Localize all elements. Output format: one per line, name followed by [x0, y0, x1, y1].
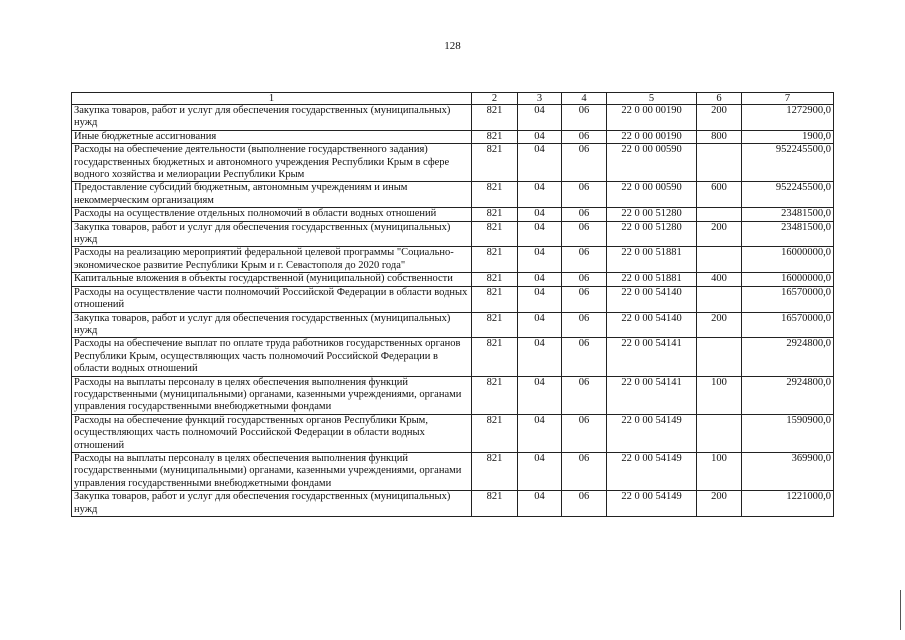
table-row [72, 414, 834, 452]
table-row [72, 221, 834, 247]
description-cell: Иные бюджетные ассигнования [72, 130, 472, 143]
description-cell: Расходы на осуществление части полномочий Российской Федерации в области водных отношений [72, 286, 472, 312]
expense-type-cell: 100 [697, 376, 742, 414]
section-code-cell: 04 [518, 247, 562, 273]
expense-type-cell [697, 414, 742, 452]
section-code-cell: 04 [518, 286, 562, 312]
ministry-code-cell: 821 [472, 414, 518, 452]
section-code-cell: 04 [518, 221, 562, 247]
subsection-code-cell: 06 [562, 491, 607, 517]
table-row [72, 452, 834, 490]
amount-cell: 952245500,0 [742, 182, 834, 208]
column-header: 2 [472, 93, 518, 105]
section-code-cell: 04 [518, 273, 562, 286]
section-code-cell: 04 [518, 312, 562, 338]
page-edge-mark [900, 590, 901, 630]
column-header: 3 [518, 93, 562, 105]
target-article-cell: 22 0 00 00190 [607, 130, 697, 143]
table-header-row [72, 93, 834, 105]
amount-cell: 23481500,0 [742, 221, 834, 247]
target-article-cell: 22 0 00 54141 [607, 338, 697, 376]
expense-type-cell [697, 338, 742, 376]
description-cell: Расходы на выплаты персоналу в целях обеспечения выполнения функций государственными (муниципальными) органами, казенными учреждениями, органами управления государственными внебюджетными фондами [72, 452, 472, 490]
ministry-code-cell: 821 [472, 105, 518, 131]
expense-type-cell: 200 [697, 312, 742, 338]
ministry-code-cell: 821 [472, 286, 518, 312]
target-article-cell: 22 0 00 54141 [607, 376, 697, 414]
amount-cell: 1590900,0 [742, 414, 834, 452]
description-cell: Закупка товаров, работ и услуг для обеспечения государственных (муниципальных) нужд [72, 105, 472, 131]
ministry-code-cell: 821 [472, 338, 518, 376]
target-article-cell: 22 0 00 51881 [607, 273, 697, 286]
subsection-code-cell: 06 [562, 130, 607, 143]
description-cell: Расходы на осуществление отдельных полномочий в области водных отношений [72, 208, 472, 221]
description-cell: Закупка товаров, работ и услуг для обеспечения государственных (муниципальных) нужд [72, 221, 472, 247]
expense-type-cell [697, 286, 742, 312]
expense-type-cell: 200 [697, 221, 742, 247]
ministry-code-cell: 821 [472, 312, 518, 338]
section-code-cell: 04 [518, 182, 562, 208]
subsection-code-cell: 06 [562, 414, 607, 452]
table-row [72, 208, 834, 221]
expense-type-cell: 400 [697, 273, 742, 286]
amount-cell: 369900,0 [742, 452, 834, 490]
column-header: 5 [607, 93, 697, 105]
description-cell: Закупка товаров, работ и услуг для обеспечения государственных (муниципальных) нужд [72, 491, 472, 517]
table-row [72, 312, 834, 338]
target-article-cell: 22 0 00 00590 [607, 182, 697, 208]
amount-cell: 16570000,0 [742, 286, 834, 312]
table-row [72, 144, 834, 182]
description-cell: Расходы на обеспечение функций государственных органов Республики Крым, осуществляющих часть полномочий Российской Федерации в области водных отношений [72, 414, 472, 452]
column-header: 6 [697, 93, 742, 105]
table-row [72, 247, 834, 273]
target-article-cell: 22 0 00 54140 [607, 286, 697, 312]
section-code-cell: 04 [518, 338, 562, 376]
ministry-code-cell: 821 [472, 208, 518, 221]
ministry-code-cell: 821 [472, 182, 518, 208]
table-row [72, 130, 834, 143]
amount-cell: 2924800,0 [742, 338, 834, 376]
table-row [72, 273, 834, 286]
target-article-cell: 22 0 00 54149 [607, 491, 697, 517]
amount-cell: 1221000,0 [742, 491, 834, 517]
subsection-code-cell: 06 [562, 144, 607, 182]
expense-type-cell: 800 [697, 130, 742, 143]
ministry-code-cell: 821 [472, 376, 518, 414]
table-row [72, 491, 834, 517]
subsection-code-cell: 06 [562, 247, 607, 273]
expense-type-cell [697, 208, 742, 221]
subsection-code-cell: 06 [562, 312, 607, 338]
column-header: 7 [742, 93, 834, 105]
amount-cell: 1272900,0 [742, 105, 834, 131]
table-row [72, 286, 834, 312]
description-cell: Капитальные вложения в объекты государственной (муниципальной) собственности [72, 273, 472, 286]
expense-type-cell: 600 [697, 182, 742, 208]
expense-type-cell: 200 [697, 491, 742, 517]
description-cell: Закупка товаров, работ и услуг для обеспечения государственных (муниципальных) нужд [72, 312, 472, 338]
section-code-cell: 04 [518, 376, 562, 414]
target-article-cell: 22 0 00 54140 [607, 312, 697, 338]
table-row [72, 338, 834, 376]
description-cell: Расходы на выплаты персоналу в целях обеспечения выполнения функций государственными (муниципальными) органами, казенными учреждениями, органами управления государственными внебюджетными фондами [72, 376, 472, 414]
amount-cell: 952245500,0 [742, 144, 834, 182]
subsection-code-cell: 06 [562, 452, 607, 490]
description-cell: Расходы на обеспечение выплат по оплате труда работников государственных органов Республики Крым, осуществляющих часть полномочий Российской Федерации в области водных отношений [72, 338, 472, 376]
subsection-code-cell: 06 [562, 221, 607, 247]
table-row [72, 105, 834, 131]
amount-cell: 2924800,0 [742, 376, 834, 414]
subsection-code-cell: 06 [562, 105, 607, 131]
target-article-cell: 22 0 00 54149 [607, 452, 697, 490]
section-code-cell: 04 [518, 130, 562, 143]
ministry-code-cell: 821 [472, 130, 518, 143]
section-code-cell: 04 [518, 208, 562, 221]
ministry-code-cell: 821 [472, 491, 518, 517]
target-article-cell: 22 0 00 51280 [607, 221, 697, 247]
table-body [72, 105, 834, 517]
expense-type-cell: 200 [697, 105, 742, 131]
subsection-code-cell: 06 [562, 208, 607, 221]
section-code-cell: 04 [518, 414, 562, 452]
section-code-cell: 04 [518, 144, 562, 182]
ministry-code-cell: 821 [472, 144, 518, 182]
subsection-code-cell: 06 [562, 182, 607, 208]
description-cell: Расходы на обеспечение деятельности (выполнение государственного задания) государственных бюджетных и автономного учреждения Республики Крым в сфере водного хозяйства и мелиорации Республики Крым [72, 144, 472, 182]
table-row [72, 376, 834, 414]
column-header: 1 [72, 93, 472, 105]
ministry-code-cell: 821 [472, 221, 518, 247]
expense-type-cell: 100 [697, 452, 742, 490]
subsection-code-cell: 06 [562, 338, 607, 376]
subsection-code-cell: 06 [562, 273, 607, 286]
section-code-cell: 04 [518, 105, 562, 131]
expense-type-cell [697, 247, 742, 273]
target-article-cell: 22 0 00 51280 [607, 208, 697, 221]
target-article-cell: 22 0 00 00190 [607, 105, 697, 131]
subsection-code-cell: 06 [562, 376, 607, 414]
ministry-code-cell: 821 [472, 452, 518, 490]
target-article-cell: 22 0 00 51881 [607, 247, 697, 273]
ministry-code-cell: 821 [472, 273, 518, 286]
description-cell: Предоставление субсидий бюджетным, автономным учреждениям и иным некоммерческим организациям [72, 182, 472, 208]
expense-type-cell [697, 144, 742, 182]
table-row [72, 182, 834, 208]
column-header: 4 [562, 93, 607, 105]
target-article-cell: 22 0 00 54149 [607, 414, 697, 452]
page-number: 128 [444, 40, 461, 52]
amount-cell: 23481500,0 [742, 208, 834, 221]
section-code-cell: 04 [518, 491, 562, 517]
amount-cell: 16000000,0 [742, 273, 834, 286]
amount-cell: 16570000,0 [742, 312, 834, 338]
subsection-code-cell: 06 [562, 286, 607, 312]
amount-cell: 16000000,0 [742, 247, 834, 273]
description-cell: Расходы на реализацию мероприятий федеральной целевой программы "Социально-экономическое развитие Республики Крым и г. Севастополя до 2020 года" [72, 247, 472, 273]
section-code-cell: 04 [518, 452, 562, 490]
ministry-code-cell: 821 [472, 247, 518, 273]
target-article-cell: 22 0 00 00590 [607, 144, 697, 182]
amount-cell: 1900,0 [742, 130, 834, 143]
budget-table [71, 92, 834, 517]
